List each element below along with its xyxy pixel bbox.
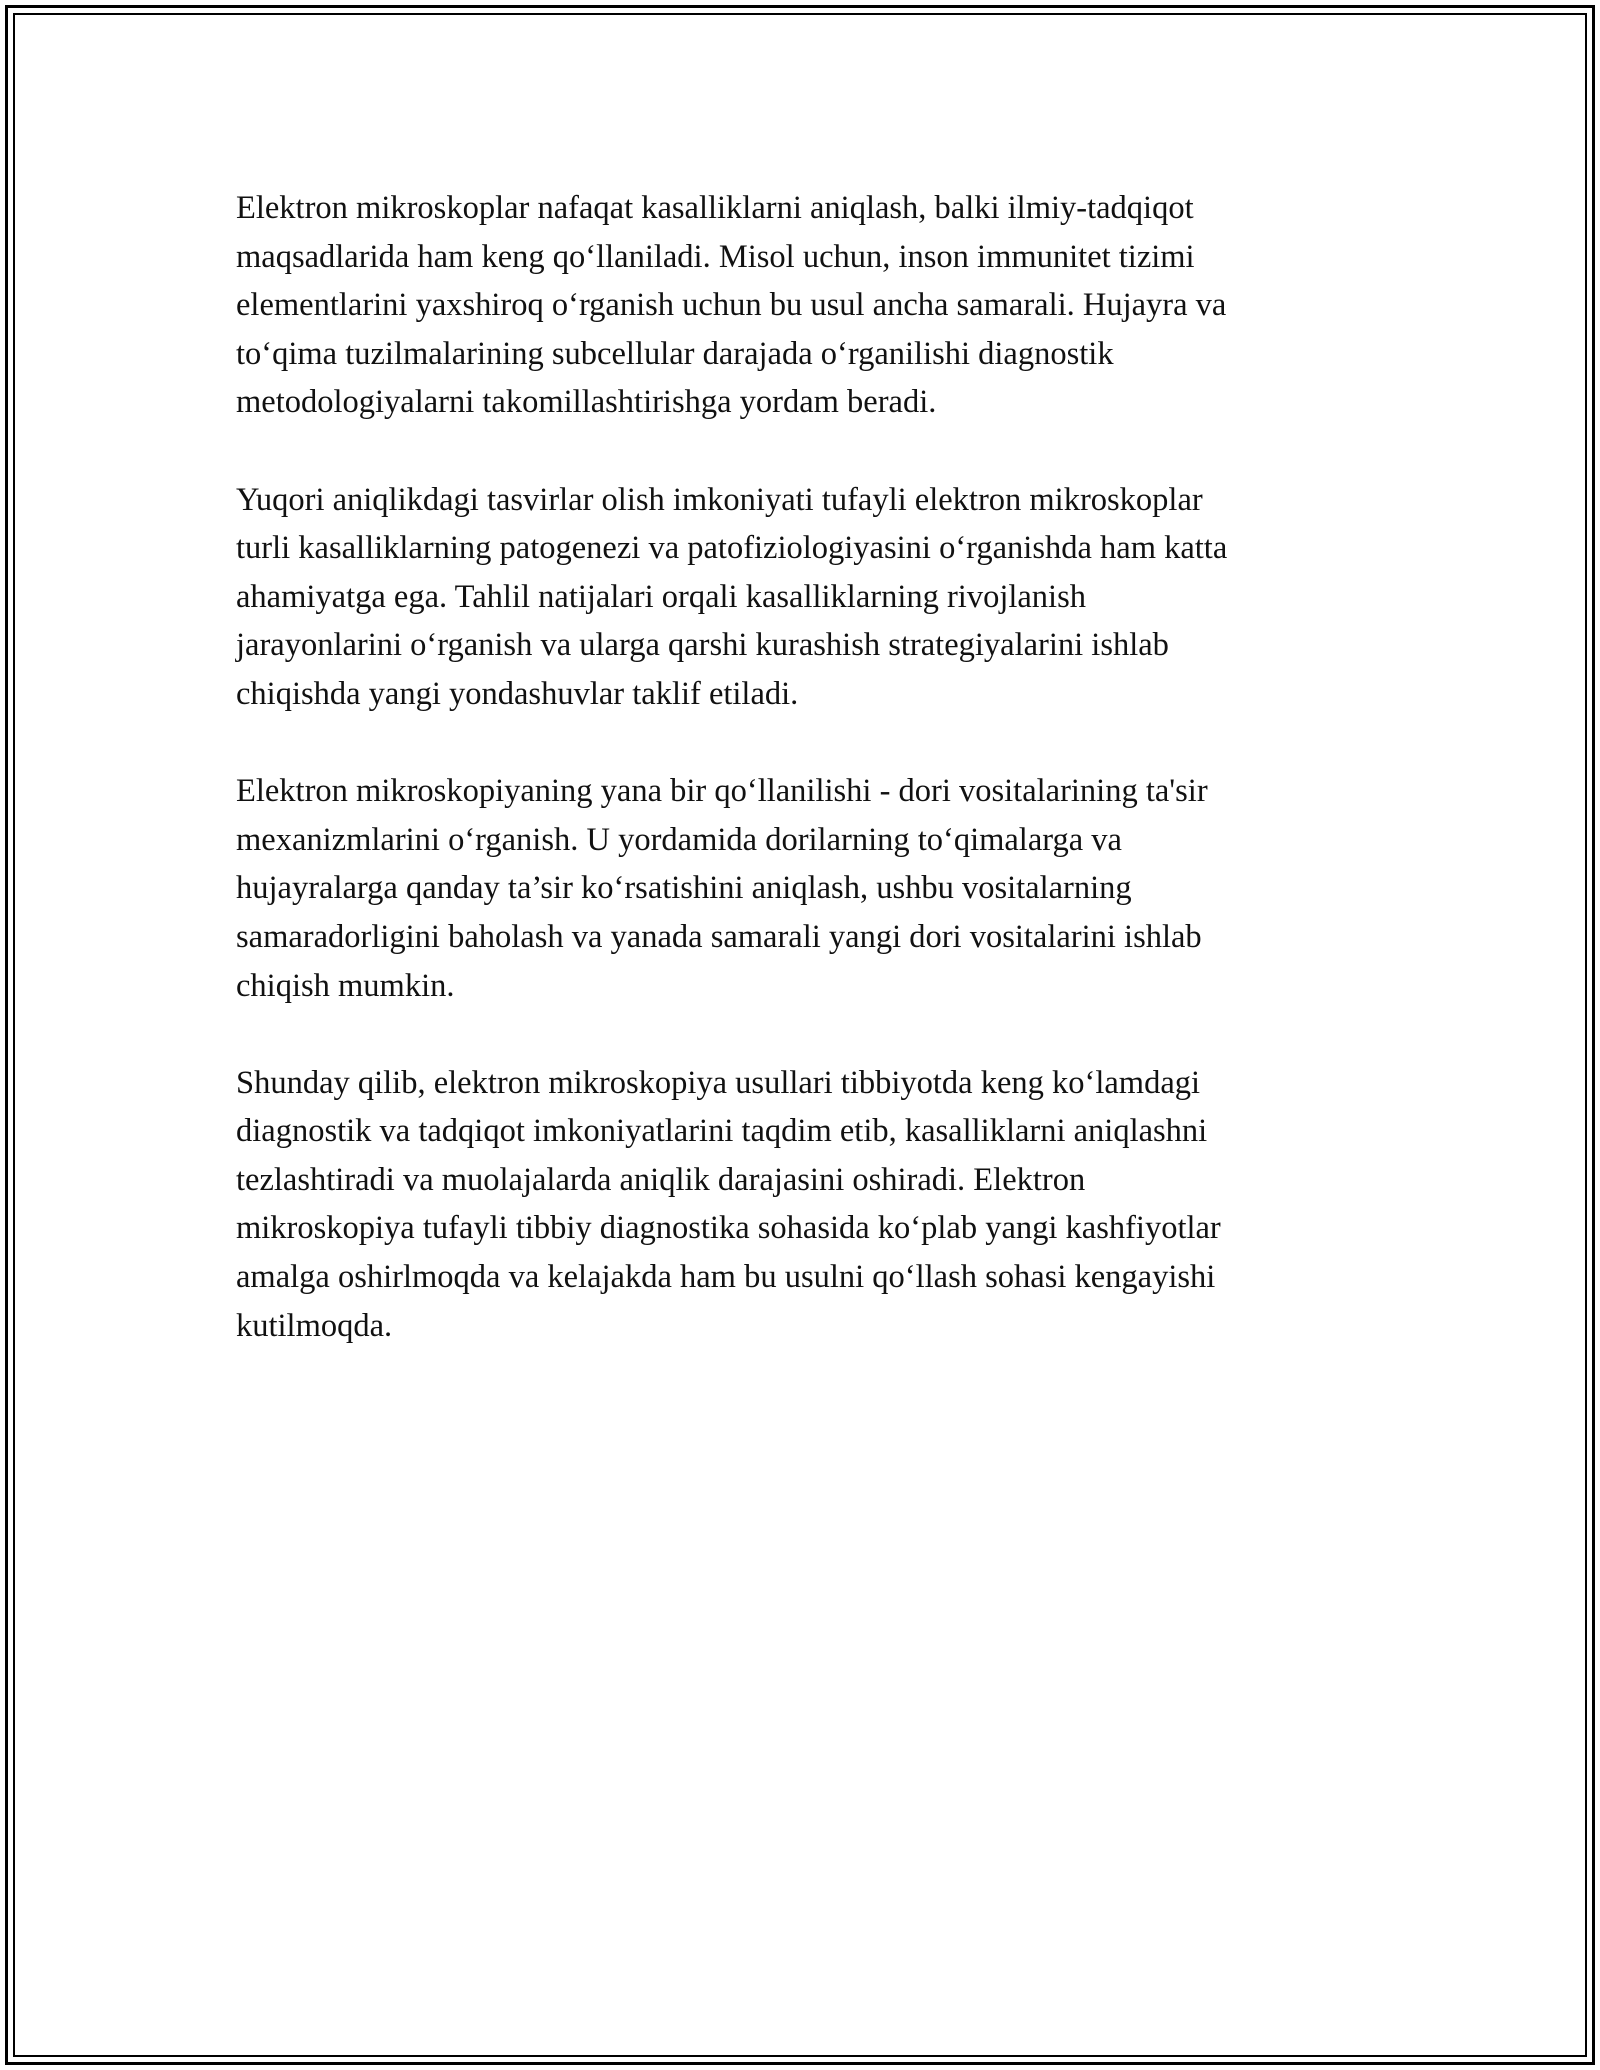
text-line: Elektron mikroskopiyaning yana bir qo‘llanilishi - dori vositalarining ta'sir [236,773,1208,810]
text-line: maqsadlarida ham keng qo‘llaniladi. Misol uchun, inson immunitet tizimi [236,238,1195,275]
paragraph-1 [236,184,1366,427]
text-line: diagnostik va tadqiqot imkoniyatlarini taqdim etib, kasalliklarni aniqlashni [236,1113,1208,1150]
text-line: samaradorligini baholash va yanada samarali yangi dori vositalarini ishlab [236,918,1202,955]
paragraph-3 [236,767,1366,1010]
text-line: ahamiyatga ega. Tahlil natijalari orqali kasalliklarning rivojlanish [236,578,1086,615]
text-line: chiqishda yangi yondashuvlar taklif etiladi. [236,675,799,712]
text-line: mexanizmlarini o‘rganish. U yordamida dorilarning to‘qimalarga va [236,821,1122,858]
text-line: Yuqori aniqlikdagi tasvirlar olish imkoniyati tufayli elektron mikroskoplar [236,481,1203,518]
text-line: kutilmoqda. [236,1307,393,1344]
text-line: elementlarini yaxshiroq o‘rganish uchun bu usul ancha samarali. Hujayra va [236,287,1227,324]
document-body [236,184,1366,1399]
paragraph-4 [236,1059,1366,1351]
text-line: amalga oshirlmoqda va kelajakda ham bu usulni qo‘llash sohasi kengayishi [236,1259,1216,1296]
text-line: hujayralarga qanday ta’sir ko‘rsatishini aniqlash, ushbu vositalarning [236,870,1132,907]
text-line: Shunday qilib, elektron mikroskopiya usullari tibbiyotda keng ko‘lamdagi [236,1064,1201,1101]
text-line: tezlashtiradi va muolajalarda aniqlik darajasini oshiradi. Elektron [236,1161,1086,1198]
text-line: mikroskopiya tufayli tibbiy diagnostika sohasida ko‘plab yangi kashfiyotlar [236,1210,1221,1247]
text-line: metodologiyalarni takomillashtirishga yordam beradi. [236,384,937,421]
text-line: jarayonlarini o‘rganish va ularga qarshi kurashish strategiyalarini ishlab [236,627,1169,664]
paragraph-2 [236,476,1366,719]
text-line: chiqish mumkin. [236,967,455,1004]
text-line: to‘qima tuzilmalarining subcellular darajada o‘rganilishi diagnostik [236,335,1114,372]
text-line: Elektron mikroskoplar nafaqat kasalliklarni aniqlash, balki ilmiy-tadqiqot [236,190,1194,226]
text-line: turli kasalliklarning patogenezi va patofiziologiyasini o‘rganishda ham katta [236,530,1228,567]
